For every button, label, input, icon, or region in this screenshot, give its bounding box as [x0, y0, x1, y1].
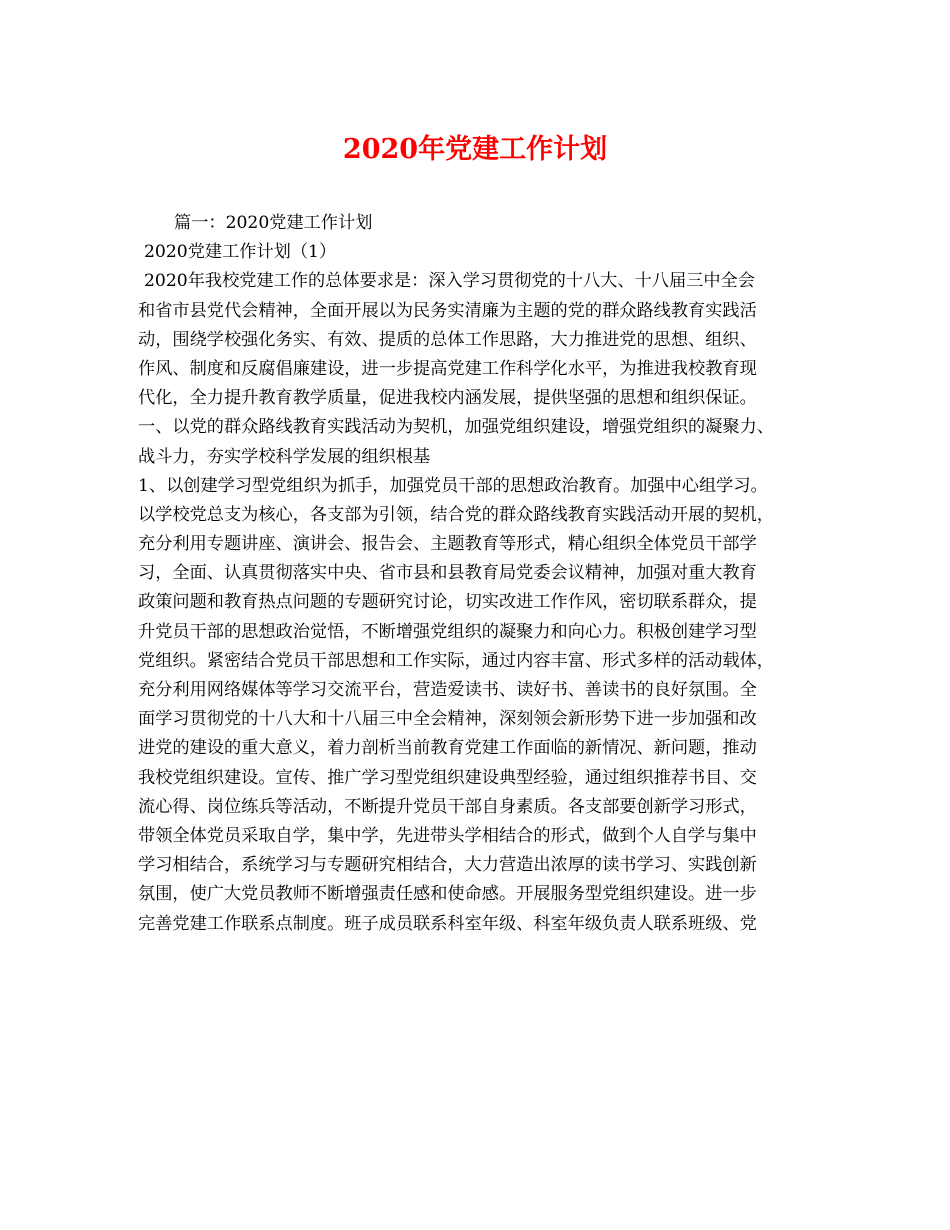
paragraph-line: 动，围绕学校强化务实、有效、提质的总体工作思路，大力推进党的思想、组织、 — [138, 329, 757, 350]
paragraph-line: 代化，全力提升教育教学质量，促进我校内涵发展，提供坚强的思想和组织保证。 — [138, 388, 757, 409]
paragraph-line: 和省市县党代会精神，全面开展以为民务实清廉为主题的党的群众路线教育实践活 — [138, 300, 757, 321]
paragraph-line: 2020年我校党建工作的总体要求是：深入学习贯彻党的十八大、十八届三中全会 — [144, 271, 755, 292]
page-title: 2020年党建工作计划 — [342, 134, 608, 165]
paragraph-line: 面学习贯彻党的十八大和十八届三中全会精神，深刻领会新形势下进一步加强和改 — [138, 709, 757, 730]
paragraph-line: 作风、制度和反腐倡廉建设，进一步提高党建工作科学化水平，为推进我校教育现 — [138, 358, 757, 379]
paragraph-line: 战斗力，夯实学校科学发展的组织根基 — [138, 446, 431, 467]
paragraph-line: 一、以党的群众路线教育实践活动为契机，加强党组织建设，增强党组织的凝聚力、 — [138, 417, 774, 438]
document-body — [138, 209, 828, 939]
paragraph-line: 习，全面、认真贯彻落实中央、省市县和县教育局党委会议精神，加强对重大教育 — [138, 563, 757, 584]
paragraph-line: 进党的建设的重大意义，着力剖析当前教育党建工作面临的新情况、新问题，推动 — [138, 738, 757, 759]
paragraph-line: 学习相结合，系统学习与专题研究相结合，大力营造出浓厚的读书学习、实践创新 — [138, 855, 757, 876]
paragraph-line: 篇一：2020党建工作计划 — [174, 213, 373, 233]
paragraph-line: 带领全体党员采取自学，集中学，先进带头学相结合的形式，做到个人自学与集中 — [138, 825, 757, 846]
paragraph-line: 1、以创建学习型党组织为抓手，加强党员干部的思想政治教育。加强中心组学习。 — [138, 475, 768, 496]
paragraph-line: 完善党建工作联系点制度。班子成员联系科室年级、科室年级负责人联系班级、党 — [138, 913, 757, 934]
paragraph-line: 充分利用网络媒体等学习交流平台，营造爱读书、读好书、善读书的良好氛围。全 — [138, 680, 757, 700]
paragraph-line: 我校党组织建设。宣传、推广学习型党组织建设典型经验，通过组织推荐书目、交 — [138, 767, 757, 788]
paragraph-line: 流心得、岗位练兵等活动，不断提升党员干部自身素质。各支部要创新学习形式， — [138, 796, 757, 817]
paragraph-line: 党组织。紧密结合党员干部思想和工作实际，通过内容丰富、形式多样的活动载体， — [138, 650, 774, 671]
paragraph-line: 2020党建工作计划（1） — [144, 242, 337, 263]
paragraph-line: 政策问题和教育热点问题的专题研究讨论，切实改进工作作风，密切联系群众，提 — [138, 592, 757, 613]
paragraph-line: 氛围，使广大党员教师不断增强责任感和使命感。开展服务型党组织建设。进一步 — [138, 884, 757, 905]
paragraph-line: 充分利用专题讲座、演讲会、报告会、主题教育等形式，精心组织全体党员干部学 — [138, 534, 757, 555]
paragraph-line: 升党员干部的思想政治觉悟，不断增强党组织的凝聚力和向心力。积极创建学习型 — [138, 621, 757, 642]
paragraph-line: 以学校党总支为核心，各支部为引领，结合党的群众路线教育实践活动开展的契机， — [138, 504, 774, 525]
